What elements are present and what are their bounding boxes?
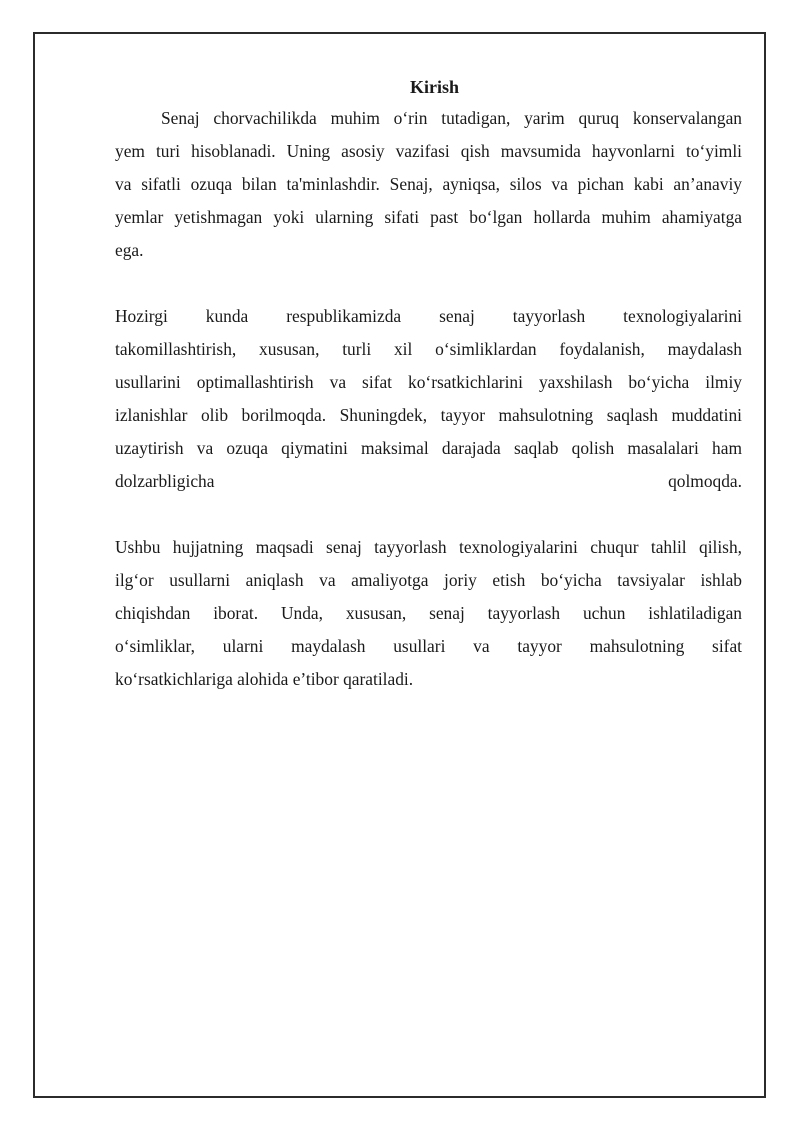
text-line: yem turi hisoblanadi. Uning asosiy vazifasi qish mavsumida hayvonlarni to‘yimli bbox=[115, 141, 742, 161]
text-line: uzaytirish va ozuqa qiymatini maksimal darajada saqlab qolish masalalari ham bbox=[115, 438, 742, 458]
text-line: ko‘rsatkichlariga alohida e’tibor qaratiladi. bbox=[115, 669, 414, 689]
text-line: yemlar yetishmagan yoki ularning sifati past bo‘lgan hollarda muhim ahamiyatga bbox=[115, 207, 742, 227]
text-line: Hozirgi kunda respublikamizda senaj tayyorlash texnologiyalarini bbox=[115, 306, 742, 326]
document-title: Kirish bbox=[409, 77, 459, 97]
paragraph-spacer bbox=[115, 498, 742, 531]
text-line: usullarini optimallashtirish va sifat ko‘rsatkichlarini yaxshilash bo‘yicha ilmiy bbox=[115, 372, 742, 392]
text-line: Ushbu hujjatning maqsadi senaj tayyorlash texnologiyalarini chuqur tahlil qilish, bbox=[115, 537, 742, 557]
text-line: chiqishdan iborat. Unda, xususan, senaj tayyorlash uchun ishlatiladigan bbox=[115, 603, 742, 623]
paragraph-introduction bbox=[115, 102, 742, 267]
text-line: dolzarbligicha qolmoqda. bbox=[115, 471, 742, 491]
text-line: va sifatli ozuqa bilan ta'minlashdir. Senaj, ayniqsa, silos va pichan kabi an’anaviy bbox=[115, 174, 742, 194]
document-body bbox=[115, 72, 742, 696]
paragraph-spacer bbox=[115, 267, 742, 300]
text-line: ega. bbox=[115, 240, 144, 260]
text-line: Senaj chorvachilikda muhim o‘rin tutadigan, yarim quruq konservalangan bbox=[161, 108, 742, 128]
text-line: izlanishlar olib borilmoqda. Shuningdek, tayyor mahsulotning saqlash muddatini bbox=[115, 405, 742, 425]
text-line: o‘simliklar, ularni maydalash usullari va tayyor mahsulotning sifat bbox=[115, 636, 742, 656]
text-line: ilg‘or usullarni aniqlash va amaliyotga joriy etish bo‘yicha tavsiyalar ishlab bbox=[115, 570, 742, 590]
paragraph-purpose bbox=[115, 531, 742, 696]
text-line: takomillashtirish, xususan, turli xil o‘simliklardan foydalanish, maydalash bbox=[115, 339, 742, 359]
paragraph-research bbox=[115, 300, 742, 498]
